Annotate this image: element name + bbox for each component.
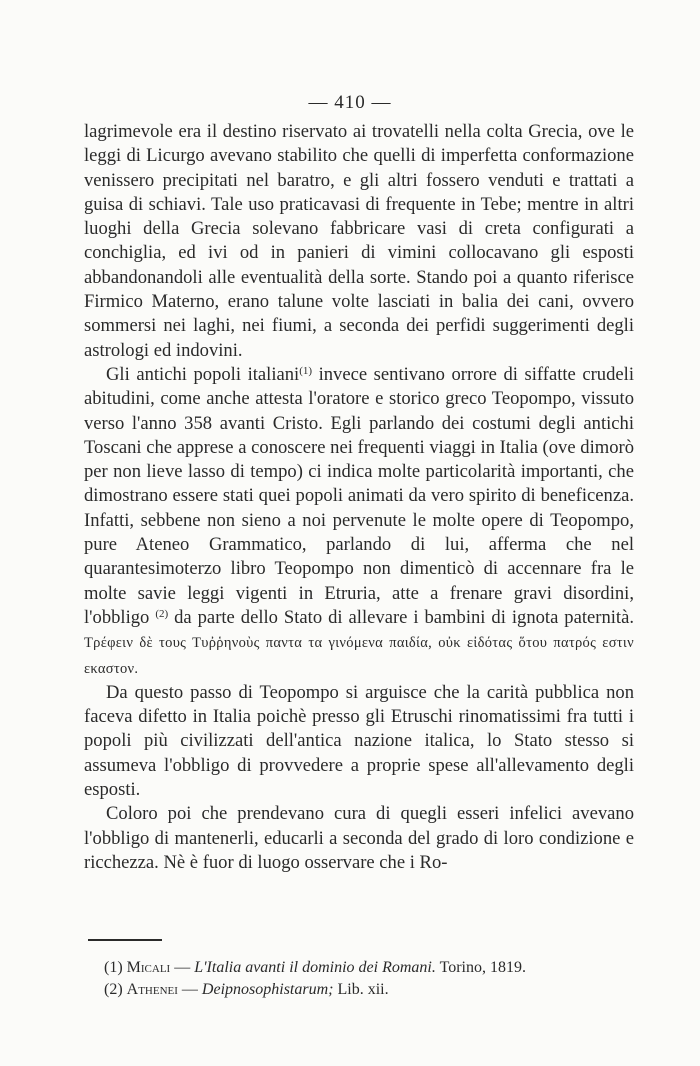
greek-quote: Τρέφειν δὲ τους Τυῤῥηνοὺς παντα τα γινόμενα παιδία, οὐκ εἰδότας ὅτου πατρός εστιν εκαστον.	[84, 635, 634, 677]
footnote-2	[104, 979, 644, 1001]
paragraph-2-text-c: da parte dello Stato di allevare i bambini di ignota paternità.	[168, 606, 634, 628]
paragraph-2-text-a: Gli antichi popoli italiani	[106, 363, 300, 385]
footnote-1-dash: —	[170, 959, 195, 976]
footnotes	[104, 957, 644, 1001]
paragraph-2-text-b: invece sentivano orrore di siffatte crudeli abitudini, come anche attesta l'oratore e storico greco Teopompo, vissuto verso l'anno 358 avanti Cristo. Egli parlando dei costumi degli antichi Toscani che apprese a conoscere nei frequenti viaggi in Italia (ove dimorò per non lieve lasso di tempo) ci indica molte particolarità importanti, che dimostrano essere stati quei popoli animati da vero spirito di beneficenza. Infatti, sebbene non sieno a noi pervenute le molte opere di Teopompo, pure Ateneo Grammatico, parlando di lui, afferma che nel quarantesimoterzo libro Teopompo non dimenticò di accennare fra le molte savie leggi vigenti in Etruria, atte a frenare gravi disordini, l'obbligo	[84, 363, 634, 628]
footnote-ref-2: (2)	[155, 607, 169, 620]
footnote-2-title: Deipnosophistarum;	[201, 981, 334, 998]
footnote-1-number: (1)	[104, 959, 123, 976]
footnote-2-dash: —	[177, 981, 202, 998]
paragraph-4: Coloro poi che prendevano cura di quegli esseri infelici avevano l'obbligo di mantenerli, educarli a seconda del grado di loro condizione e ricchezza. Nè è fuor di luogo osservare che i Ro-	[84, 803, 634, 873]
footnote-divider	[88, 939, 162, 941]
footnote-1	[104, 957, 644, 979]
paragraph-2	[84, 363, 634, 681]
footnote-2-number: (2)	[104, 981, 123, 998]
footnote-1-author: Micali	[126, 959, 171, 976]
footnote-2-author: Athenei	[126, 981, 178, 998]
paragraph-1: lagrimevole era il destino riservato ai trovatelli nella colta Grecia, ove le leggi di Licurgo avevano stabilito che quelli di imperfetta conformazione venissero precipitati nel baratro, e gli altri fossero venduti e trattati a guisa di schiavi. Tale uso praticavasi di frequente in Tebe; mentre in altri luoghi della Grecia solevano fabbricare vasi di creta configurati a conchiglia, ed ivi od in panieri di vimini collocavano gli esposti abbandonandoli alle eventualità della sorte. Stando poi a quanto riferisce Firmico Materno, erano talune volte lasciati in balia dei cani, ovvero sommersi nei laghi, nei fiumi, a seconda dei perfidi suggerimenti degli astrologi ed indovini.	[84, 121, 634, 361]
paragraph-3: Da questo passo di Teopompo si arguisce che la carità pubblica non faceva difetto in Italia poichè presso gli Etruschi rinomatissimi fra tutti i popoli più civilizzati dell'antica nazione italica, lo Stato stesso si assumeva l'obbligo di provvedere a proprie spese all'allevamento degli esposti.	[84, 681, 634, 801]
page-number: — 410 —	[308, 92, 392, 113]
footnote-ref-1: (1)	[299, 364, 313, 377]
footnote-2-rest: Lib. xii.	[333, 981, 389, 998]
footnote-1-title: L'Italia avanti il dominio dei Romani.	[194, 959, 436, 976]
footnote-1-rest: Torino, 1819.	[435, 959, 526, 976]
body-text	[84, 120, 634, 875]
